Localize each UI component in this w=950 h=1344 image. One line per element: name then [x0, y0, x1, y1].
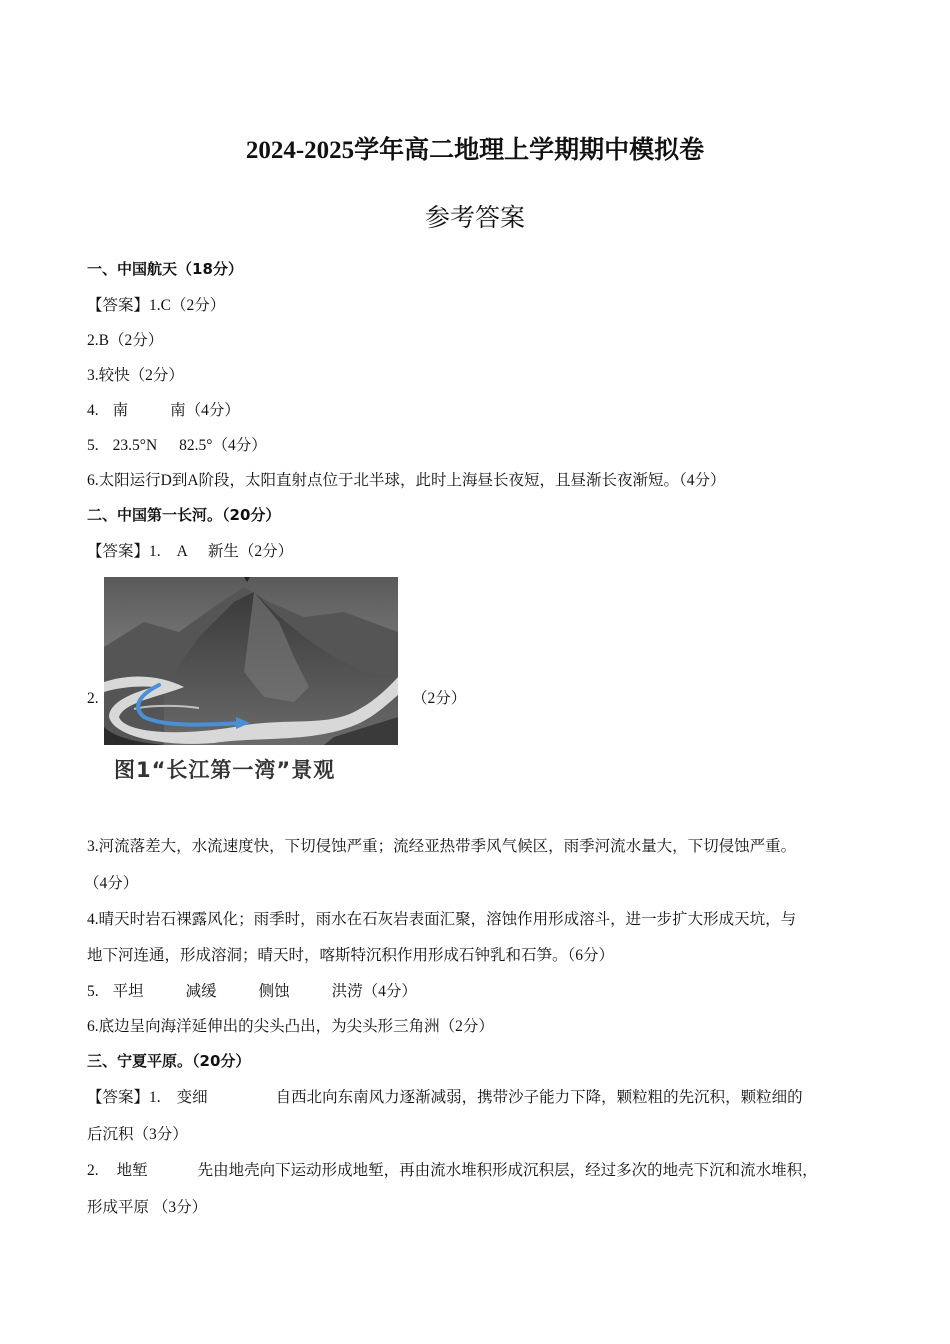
- s1-answer-1: 【答案】1.C（2分）: [87, 297, 226, 314]
- s2-answer-2-number: 2.: [87, 690, 99, 707]
- s2-answer-5-number: 5.: [87, 983, 99, 1000]
- s2-answer-1-part1: A: [176, 543, 188, 560]
- s1-answer-5-part1: 23.5°N: [112, 437, 158, 454]
- s1-answer-4-part1: 南: [112, 402, 129, 419]
- s3-answer-1-part1: 变细: [176, 1089, 208, 1106]
- s1-answer-3: 3.较快（2分）: [87, 367, 184, 384]
- s3-answer-2-part2: 先由地壳向下运动形成地堑，再由流水堆积形成沉积层，经过多次的地壳下沉和流水堆积，: [197, 1162, 818, 1179]
- s2-answer-5-part1: 平坦: [112, 983, 144, 1000]
- yangtze-first-bend-photo: [104, 577, 398, 745]
- s2-answer-1-part2: 新生（2分）: [207, 543, 294, 560]
- section-2-header: 二、中国第一长河。（20分）: [87, 506, 281, 524]
- s1-answer-4-number: 4.: [87, 402, 99, 419]
- s2-answer-1-prefix: 【答案】1.: [87, 543, 161, 560]
- s1-answer-5-number: 5.: [87, 437, 99, 454]
- s1-answer-5-part2: 82.5°（4分）: [179, 437, 267, 454]
- s2-answer-2-score: （2分）: [412, 690, 467, 707]
- s2-answer-4-line1: 4.晴天时岩石裸露风化；雨季时，雨水在石灰岩表面汇聚，溶蚀作用形成溶斗，进一步扩大形成天坑，与: [87, 911, 797, 928]
- s3-answer-2-part1: 地堑: [116, 1162, 148, 1179]
- s1-answer-4-part2: 南（4分）: [170, 402, 240, 419]
- s2-answer-1: [87, 544, 293, 560]
- s3-answer-2-line1: [87, 1163, 818, 1179]
- section-3-header: 三、宁夏平原。（20分）: [87, 1052, 251, 1070]
- s1-answer-5: [87, 438, 267, 454]
- s2-answer-5-part2: 减缓: [185, 983, 217, 1000]
- s1-answer-2: 2.B（2分）: [87, 332, 164, 349]
- s3-answer-1-line2: 后沉积（3分）: [87, 1126, 188, 1143]
- s2-answer-5-part4: 洪涝（4分）: [331, 983, 417, 1000]
- s2-answer-3-line2: （4分）: [84, 875, 139, 892]
- s1-answer-6: 6.太阳运行D到A阶段，太阳直射点位于北半球，此时上海昼长夜短，且昼渐长夜渐短。（4分）: [87, 472, 726, 489]
- figure-caption: 图1“长江第一湾”景观: [114, 758, 336, 782]
- s2-answer-6: 6.底边呈向海洋延伸出的尖头凸出，为尖头形三角洲（2分）: [87, 1018, 494, 1035]
- s3-answer-1-part2: 自西北向东南风力逐渐减弱，携带沙子能力下降，颗粒粗的先沉积，颗粒细的: [275, 1089, 803, 1106]
- s3-answer-2-number: 2.: [87, 1162, 99, 1179]
- s2-answer-5: [87, 984, 417, 1000]
- s2-answer-3-line1: 3.河流落差大，水流速度快，下切侵蚀严重；流经亚热带季风气候区，雨季河流水量大，下切侵蚀严重。: [87, 838, 797, 855]
- s1-answer-4: [87, 403, 240, 419]
- page-subtitle: 参考答案: [424, 203, 525, 232]
- s3-answer-2-line2: 形成平原 （3分）: [87, 1199, 208, 1216]
- s3-answer-1-prefix: 【答案】1.: [87, 1089, 161, 1106]
- page-title: 2024-2025学年高二地理上学期期中模拟卷: [245, 137, 705, 164]
- section-1-header: 一、中国航天（18分）: [87, 260, 243, 278]
- s2-answer-5-part3: 侧蚀: [258, 983, 290, 1000]
- s2-answer-4-line2: 地下河连通，形成溶洞；晴天时，喀斯特沉积作用形成石钟乳和石笋。（6分）: [87, 947, 615, 964]
- s3-answer-1-line1: [87, 1090, 803, 1106]
